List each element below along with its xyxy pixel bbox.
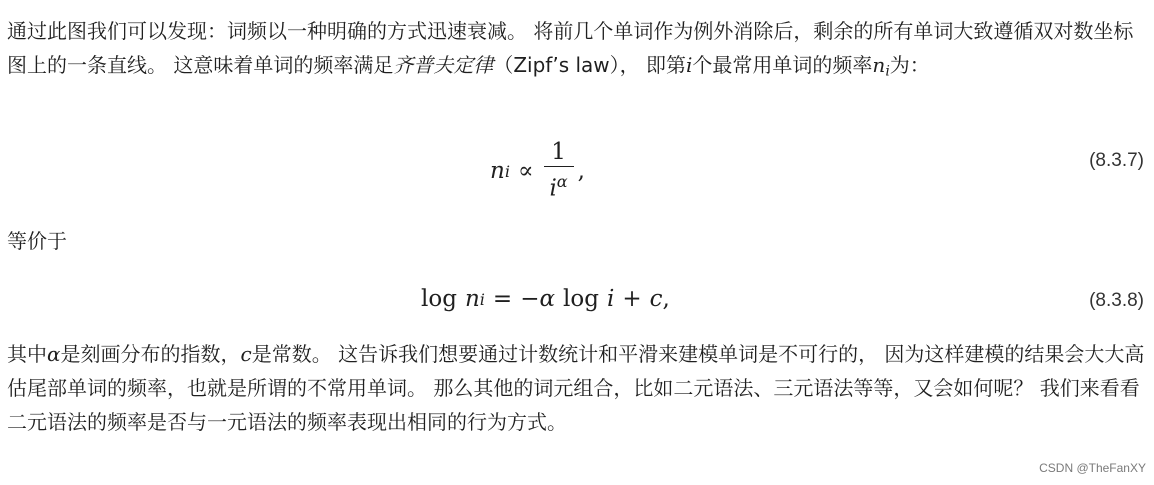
text-segment: 其中 bbox=[7, 342, 47, 366]
eq-den-exponent: α bbox=[556, 172, 568, 192]
text-segment: （Zipf’s law）， 即第 bbox=[493, 53, 687, 77]
equation-8-3-7 bbox=[7, 138, 1147, 204]
equation-number: (8.3.8) bbox=[1089, 290, 1144, 311]
text-segment: 是刻画分布的指数， bbox=[60, 342, 241, 366]
text-segment: 个最常用单词的频率 bbox=[692, 53, 873, 77]
math-subscript-i: i bbox=[885, 63, 890, 80]
eq-den-base: i bbox=[549, 176, 557, 203]
eq-lhs-n: n bbox=[490, 158, 505, 184]
eq-n-sub: i bbox=[479, 289, 485, 309]
eq-log: log bbox=[563, 286, 599, 312]
paragraph-equivalent: 等价于 bbox=[7, 229, 67, 253]
eq-comma: , bbox=[577, 158, 585, 184]
eq-alpha: α bbox=[539, 286, 556, 312]
csdn-watermark: CSDN @TheFanXY bbox=[1039, 461, 1146, 475]
equation-number: (8.3.7) bbox=[1089, 150, 1144, 171]
eq-minus: − bbox=[520, 286, 540, 312]
eq-fraction bbox=[544, 138, 574, 204]
math-var-n: n bbox=[872, 53, 886, 77]
eq-proportional-symbol: ∝ bbox=[517, 158, 534, 184]
equation-body bbox=[421, 282, 670, 316]
math-var-i: i bbox=[686, 53, 693, 77]
eq-plus: + bbox=[622, 286, 642, 312]
text-segment: 通过此图我们可以发现：词频以一种明确的方式迅速衰减。 将前几个单词作为例外消除后，剩余的所有单词大致遵循双对数坐标图上的一条直线。 这意味着单词的频率满足 bbox=[7, 19, 1134, 77]
eq-c: c bbox=[649, 286, 663, 312]
paragraph-zipf-intro bbox=[7, 14, 1147, 89]
zipf-law-term: 齐普夫定律 bbox=[393, 53, 494, 77]
eq-equals: = bbox=[492, 286, 513, 312]
eq-n: n bbox=[464, 286, 480, 312]
eq-i: i bbox=[606, 286, 615, 312]
math-var-alpha: α bbox=[47, 342, 61, 366]
eq-lhs-sub: i bbox=[504, 161, 510, 181]
eq-comma: , bbox=[662, 286, 670, 312]
math-var-c: c bbox=[240, 342, 252, 366]
text-segment: 是常数。 这告诉我们想要通过计数统计和平滑来建模单词是不可行的， 因为这样建模的结果会大大高估尾部单词的频率，也就是所谓的不常用单词。 那么其他的词元组合，比如二元语法、三元语法等等，又会如何呢？ 我们来看看二元语法的频率是否与一元语法的频率表现出相同的行为方式。 bbox=[7, 342, 1145, 434]
eq-denominator bbox=[549, 167, 567, 204]
equation-body bbox=[490, 138, 585, 204]
eq-numerator: 1 bbox=[551, 138, 566, 165]
text-segment: 为： bbox=[889, 53, 930, 77]
equation-8-3-8 bbox=[7, 282, 1147, 316]
paragraph-implications bbox=[7, 337, 1147, 439]
eq-log: log bbox=[421, 286, 457, 312]
